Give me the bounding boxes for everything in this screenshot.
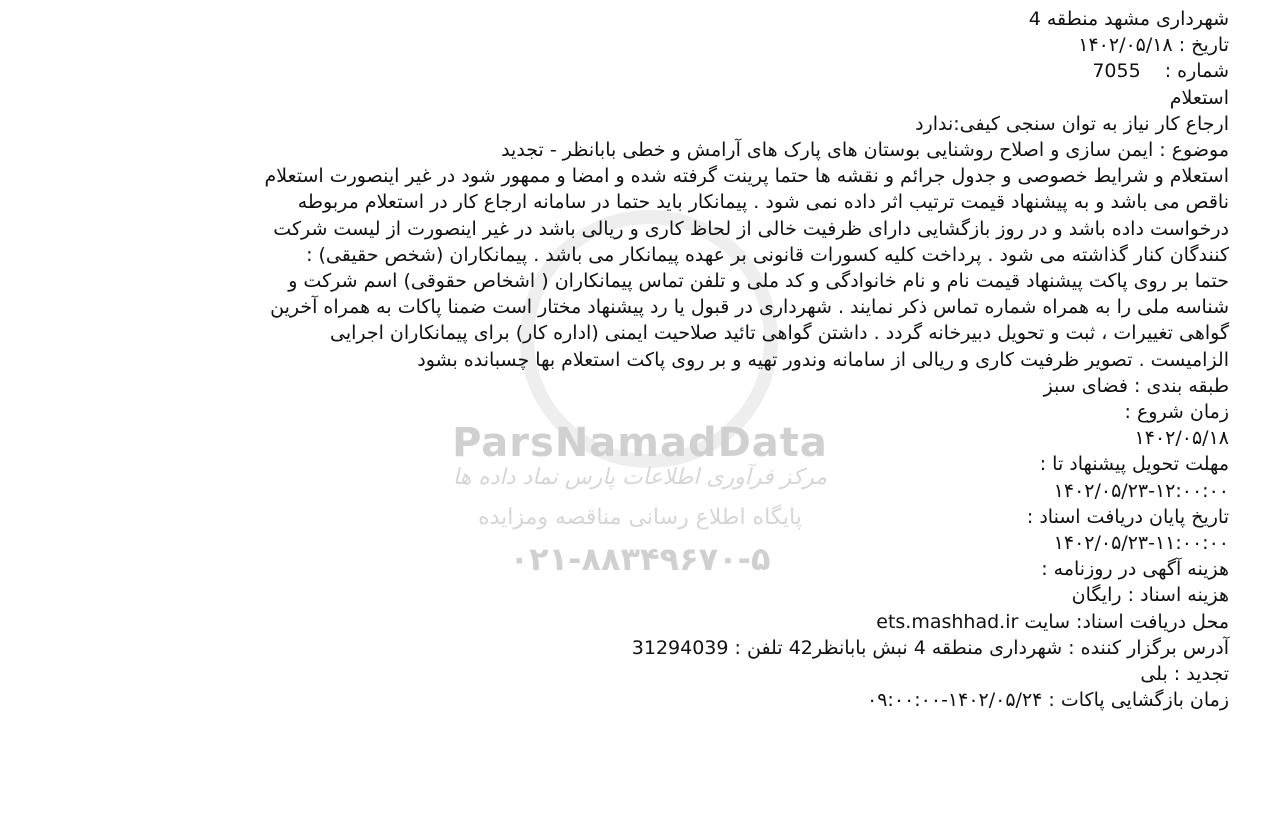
watermark-brand: ParsNamadData [452,420,828,466]
description-line: کنندگان کنار گذاشته می شود . پرداخت کلیه کسورات قانونی بر عهده پیمانکار می باشد . پیمانکاران (شخص حقیقی) : [306,243,1229,266]
watermark-line2: پایگاه اطلاع رسانی مناقصه ومزایده [478,505,802,530]
description-line: حتما بر روی پاکت پیشنهاد قیمت نام و نام خانوادگی و کد ملی و تلفن تماس پیمانکاران ( اشخاص حقوقی) اسم شرکت و [288,270,1229,293]
date-line: تاریخ : ۱۴۰۲/۰۵/۱۸ [1078,34,1229,57]
docs-end-label: تاریخ پایان دریافت اسناد : [1026,505,1229,528]
number-value: 7055 [1092,60,1141,83]
subject-line: موضوع : ایمن سازی و اصلاح روشنایی بوستان های پارک های آرامش و خطی بابانظر - تجدید [501,139,1229,162]
docs-end-value: ۱۴۰۲/۰۵/۲۳-۱۱:۰۰:۰۰ [1053,532,1229,555]
doc-title: استعلام [1169,86,1229,109]
description-line: شناسه ملی را به همراه شماره تماس ذکر نمایند . شهرداری در قبول یا رد پیشنهاد مختار است ضمنا پاکات به همراه آخرین [270,296,1229,319]
tender-document [20,6,1229,713]
description-line: ناقص می باشد و به پیشنهاد قیمت ترتیب اثر داده نمی شود . پیمانکار باید حتما در سامانه ارجاع کار در استعلام مربوطه [297,191,1229,214]
description-line: استعلام و شرایط خصوصی و جدول جرائم و نقشه ها حتما پرینت گرفته شده و امضا و ممهور شود در غیر اینصورت استعلام [264,165,1229,188]
renewal-line: تجدید : بلی [1140,663,1229,686]
deadline-label: مهلت تحویل پیشنهاد تا : [1039,453,1229,476]
ad-cost-line: هزینه آگهی در روزنامه : [1041,558,1229,581]
doc-cost-line: هزینه اسناد : رایگان [1071,584,1229,607]
number-label: شماره : [1164,60,1229,83]
description-line: گواهی تغییرات ، ثبت و تحویل دبیرخانه گردد . داشتن گواهی تائید صلاحیت ایمنی (اداره کار) برای پیمانکاران اجرایی [329,322,1229,345]
description-line: الزامیست . تصویر ظرفیت کاری و ریالی از سامانه وندور تهیه و بر روی پاکت استعلام بها چسبانده بشود [417,348,1229,371]
watermark-line1: مرکز فرآوری اطلاعات پارس نماد داده ها [452,465,828,490]
start-label: زمان شروع : [1124,401,1229,424]
start-value: ۱۴۰۲/۰۵/۱۸ [1134,427,1229,450]
referral-line: ارجاع کار نیاز به توان سنجی کیفی:ندارد [915,112,1229,135]
category-line: طبقه بندی : فضای سبز [1043,374,1229,397]
org-name: شهرداری مشهد منطقه 4 [1028,8,1229,30]
description [20,163,1229,373]
opening-line: زمان بازگشایی پاکات : ۱۴۰۲/۰۵/۲۴-۰۹:۰۰:۰۰ [867,689,1229,712]
watermark-phone: ۰۲۱-۸۸۳۴۹۶۷۰-۵ [509,540,771,578]
address-line: آدرس برگزار کننده : شهرداری منطقه 4 نبش بابانظر42 تلفن : 31294039 [631,636,1229,659]
description-line: درخواست داده باشد و در روز بازگشایی دارای ظرفیت خالی از لحاظ کاری و ریالی باشد در غیر اینصورت از لیست شرکت [273,217,1229,240]
doc-place-line: محل دریافت اسناد: سایت ets.mashhad.ir [876,610,1229,633]
number-line [20,58,1229,84]
deadline-value: ۱۴۰۲/۰۵/۲۳-۱۲:۰۰:۰۰ [1053,479,1229,502]
